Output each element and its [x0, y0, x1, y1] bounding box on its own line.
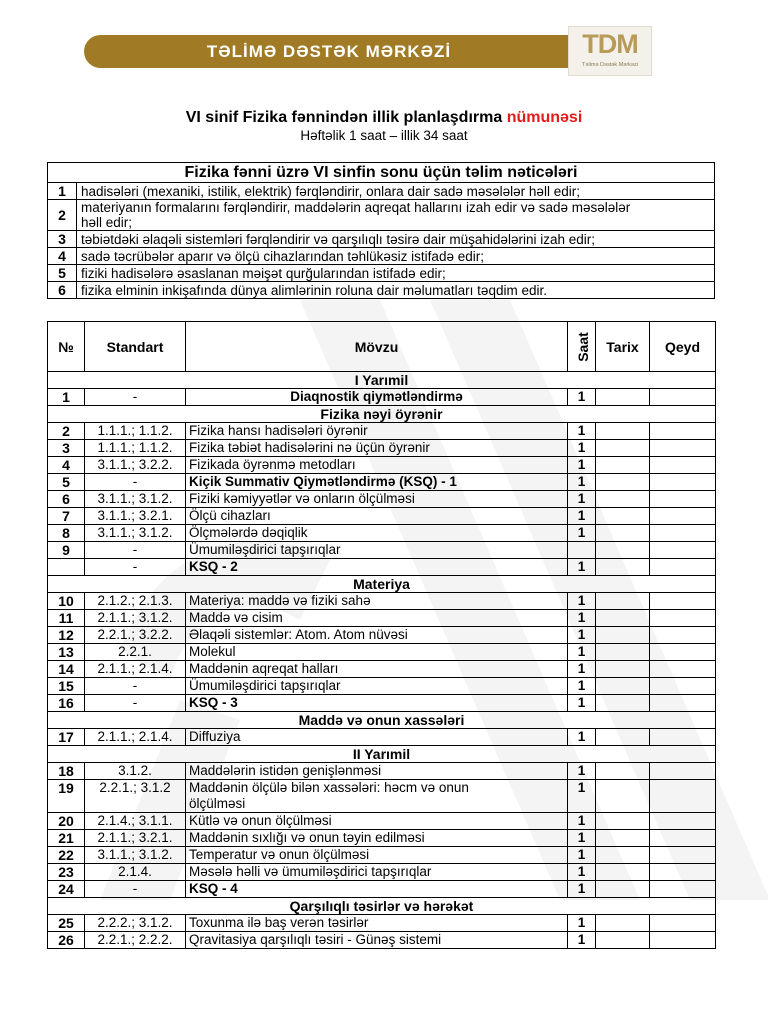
row-date: [596, 525, 650, 542]
row-date: [596, 542, 650, 559]
row-number: 22: [48, 847, 85, 864]
row-number: 5: [48, 474, 85, 491]
row-topic: Diffuziya: [186, 729, 568, 746]
row-topic: Ölçmələrdə dəqiqlik: [186, 525, 568, 542]
row-note: [650, 932, 716, 949]
outcome-text: hadisələri (mexaniki, istilik, elektrik) fərqləndirir, onlara dair sadə məsələlər həll edir;: [77, 183, 715, 200]
table-row: [48, 830, 716, 847]
row-note: [650, 389, 716, 406]
outcome-text: sadə təcrübələr aparır və ölçü cihazlarından təhlükəsiz istifadə edir;: [77, 248, 715, 265]
row-topic: KSQ - 2: [186, 559, 568, 576]
row-note: [650, 559, 716, 576]
row-hours: 1: [568, 508, 596, 525]
row-standard: 2.2.1.; 3.1.2: [85, 780, 186, 813]
row-note: [650, 915, 716, 932]
row-number: 16: [48, 695, 85, 712]
row-topic: Maddənin sıxlığı və onun təyin edilməsi: [186, 830, 568, 847]
row-topic: Fizika təbiət hadisələrini nə üçün öyrənir: [186, 440, 568, 457]
row-date: [596, 559, 650, 576]
row-note: [650, 627, 716, 644]
outcome-number: 1: [48, 183, 77, 200]
row-date: [596, 457, 650, 474]
row-number: 13: [48, 644, 85, 661]
row-number: 9: [48, 542, 85, 559]
row-standard: 3.1.1.; 3.1.2.: [85, 525, 186, 542]
row-standard: 2.2.1.; 3.2.2.: [85, 627, 186, 644]
row-hours: 1: [568, 644, 596, 661]
table-row: [48, 864, 716, 881]
row-hours: 1: [568, 389, 596, 406]
row-hours: 1: [568, 864, 596, 881]
row-standard: 3.1.1.; 3.2.1.: [85, 508, 186, 525]
row-number: 15: [48, 678, 85, 695]
title-main: VI sinif Fizika fənnindən illik planlaşdırma: [185, 109, 507, 126]
row-hours: 1: [568, 559, 596, 576]
row-standard: -: [85, 695, 186, 712]
table-row: [48, 813, 716, 830]
outcome-number: 5: [48, 265, 77, 282]
row-note: [650, 847, 716, 864]
table-row: [48, 457, 716, 474]
row-standard: -: [85, 881, 186, 898]
table-row: [48, 491, 716, 508]
row-number: 12: [48, 627, 85, 644]
table-row: [48, 881, 716, 898]
row-date: [596, 440, 650, 457]
outcome-text: fiziki hadisələrə əsaslanan məişət qurğularından istifadə edir;: [77, 265, 715, 282]
row-standard: -: [85, 474, 186, 491]
row-standard: 2.1.4.: [85, 864, 186, 881]
row-note: [650, 813, 716, 830]
table-row: [48, 847, 716, 864]
row-hours: 1: [568, 627, 596, 644]
row-date: [596, 830, 650, 847]
row-note: [650, 695, 716, 712]
row-date: [596, 508, 650, 525]
row-date: [596, 932, 650, 949]
row-date: [596, 695, 650, 712]
row-standard: 2.2.1.: [85, 644, 186, 661]
table-row: [48, 440, 716, 457]
row-number: 3: [48, 440, 85, 457]
row-date: [596, 423, 650, 440]
row-date: [596, 915, 650, 932]
table-row: [48, 915, 716, 932]
row-number: 20: [48, 813, 85, 830]
row-hours: 1: [568, 932, 596, 949]
row-number: 6: [48, 491, 85, 508]
row-date: [596, 678, 650, 695]
section-row: [48, 576, 716, 593]
row-note: [650, 474, 716, 491]
row-standard: -: [85, 678, 186, 695]
table-row: [48, 593, 716, 610]
logo-mark: TDM: [582, 29, 638, 59]
row-standard: 2.1.4.; 3.1.1.: [85, 813, 186, 830]
outcome-number: 6: [48, 282, 77, 299]
row-topic: Fiziki kəmiyyətlər və onların ölçülməsi: [186, 491, 568, 508]
row-hours: 1: [568, 729, 596, 746]
row-note: [650, 678, 716, 695]
table-row: [48, 932, 716, 949]
section-heading: Fizika nəyi öyrənir: [48, 406, 716, 423]
row-number: 26: [48, 932, 85, 949]
col-header-date: Tarix: [596, 322, 650, 372]
row-number: 10: [48, 593, 85, 610]
outcome-number: 3: [48, 231, 77, 248]
row-note: [650, 644, 716, 661]
col-header-note: Qeyd: [650, 322, 716, 372]
table-row: [48, 678, 716, 695]
row-topic: Maddə və cisim: [186, 610, 568, 627]
row-hours: 1: [568, 915, 596, 932]
row-hours: 1: [568, 440, 596, 457]
row-hours: 1: [568, 423, 596, 440]
col-header-topic: Mövzu: [186, 322, 568, 372]
outcomes-heading-row: [48, 163, 715, 183]
row-hours: 1: [568, 881, 596, 898]
row-standard: 2.2.2.; 3.1.2.: [85, 915, 186, 932]
table-row: [48, 423, 716, 440]
row-date: [596, 847, 650, 864]
semester-heading: II Yarımil: [48, 746, 716, 763]
outcome-text: təbiətdəki əlaqəli sistemləri fərqləndirir və qarşılıqlı təsirə dair müşahidələrini izah edir;: [77, 231, 715, 248]
outcome-text: fizika elminin inkişafında dünya alimlərinin roluna dair məlumatları təqdim edir.: [77, 282, 715, 299]
row-hours: 1: [568, 763, 596, 780]
row-standard: 2.1.1.; 3.2.1.: [85, 830, 186, 847]
row-number: 23: [48, 864, 85, 881]
table-row: [48, 780, 716, 813]
row-number: 24: [48, 881, 85, 898]
outcome-row: [48, 265, 715, 282]
section-heading: Qarşılıqlı təsirlər və hərəkət: [48, 898, 716, 915]
row-date: [596, 610, 650, 627]
row-note: [650, 542, 716, 559]
row-date: [596, 729, 650, 746]
outcome-row: [48, 282, 715, 299]
table-row: [48, 729, 716, 746]
section-heading: Materiya: [48, 576, 716, 593]
outcome-row: [48, 248, 715, 265]
row-hours: 1: [568, 780, 596, 813]
row-standard: 2.1.1.; 2.1.4.: [85, 661, 186, 678]
outcomes-table: [47, 162, 715, 299]
row-note: [650, 780, 716, 813]
row-topic: Kütlə və onun ölçülməsi: [186, 813, 568, 830]
semester-row: [48, 372, 716, 389]
row-topic: Maddələrin istidən genişlənməsi: [186, 763, 568, 780]
section-row: [48, 406, 716, 423]
col-header-no: №: [48, 322, 85, 372]
table-row: [48, 763, 716, 780]
row-date: [596, 593, 650, 610]
row-note: [650, 457, 716, 474]
row-number: 2: [48, 423, 85, 440]
row-note: [650, 440, 716, 457]
row-note: [650, 610, 716, 627]
row-hours: 1: [568, 695, 596, 712]
outcome-text: materiyanın formalarını fərqləndirir, maddələrin aqreqat hallarını izah edir və sadə məsələlər həll edir;: [77, 200, 715, 231]
row-hours: 1: [568, 678, 596, 695]
page-subtitle: Həftəlik 1 saat – illik 34 saat: [300, 128, 468, 143]
semester-heading: I Yarımil: [48, 372, 716, 389]
row-standard: 1.1.1.; 1.1.2.: [85, 423, 186, 440]
section-row: [48, 898, 716, 915]
col-header-hours: [568, 322, 596, 372]
table-row: [48, 508, 716, 525]
table-row: [48, 559, 716, 576]
row-topic: Materiya: maddə və fiziki sahə: [186, 593, 568, 610]
row-topic: Diaqnostik qiymətləndirmə: [186, 389, 568, 406]
row-topic: Ümumiləşdirici tapşırıqlar: [186, 678, 568, 695]
outcomes-heading: Fizika fənni üzrə VI sinfin sonu üçün təlim nəticələri: [48, 163, 715, 183]
row-topic: Ümumiləşdirici tapşırıqlar: [186, 542, 568, 559]
row-standard: 3.1.2.: [85, 763, 186, 780]
row-date: [596, 627, 650, 644]
col-header-standard: Standart: [85, 322, 186, 372]
row-date: [596, 661, 650, 678]
row-hours: [568, 542, 596, 559]
row-hours: 1: [568, 525, 596, 542]
row-standard: -: [85, 542, 186, 559]
row-standard: -: [85, 559, 186, 576]
row-hours: 1: [568, 491, 596, 508]
row-note: [650, 729, 716, 746]
plan-header-row: [48, 322, 716, 372]
table-row: [48, 542, 716, 559]
row-date: [596, 389, 650, 406]
row-date: [596, 813, 650, 830]
row-hours: 1: [568, 830, 596, 847]
logo-subtitle: Təlimə Dəstək Mərkəzi: [582, 62, 638, 68]
row-hours: 1: [568, 610, 596, 627]
outcome-number: 2: [48, 200, 77, 231]
row-note: [650, 525, 716, 542]
row-note: [650, 593, 716, 610]
outcome-number: 4: [48, 248, 77, 265]
row-note: [650, 830, 716, 847]
outcome-row: [48, 231, 715, 248]
row-hours: 1: [568, 813, 596, 830]
row-topic: Məsələ həlli və ümumiləşdirici tapşırıqlar: [186, 864, 568, 881]
row-note: [650, 763, 716, 780]
row-standard: 2.1.2.; 2.1.3.: [85, 593, 186, 610]
row-number: 4: [48, 457, 85, 474]
row-topic: Fizikada öyrənmə metodları: [186, 457, 568, 474]
row-standard: 2.1.1.; 3.1.2.: [85, 610, 186, 627]
row-number: 18: [48, 763, 85, 780]
tdm-logo: [568, 26, 652, 76]
row-standard: 2.1.1.; 2.1.4.: [85, 729, 186, 746]
row-number: 14: [48, 661, 85, 678]
row-number: 19: [48, 780, 85, 813]
row-date: [596, 644, 650, 661]
row-standard: 3.1.1.; 3.1.2.: [85, 491, 186, 508]
row-date: [596, 864, 650, 881]
row-note: [650, 661, 716, 678]
title-highlight: nümunəsi: [506, 109, 583, 126]
semester-row: [48, 746, 716, 763]
row-standard: 1.1.1.; 1.1.2.: [85, 440, 186, 457]
table-row: [48, 695, 716, 712]
row-number: 1: [48, 389, 85, 406]
row-hours: 1: [568, 661, 596, 678]
row-date: [596, 491, 650, 508]
row-number: 25: [48, 915, 85, 932]
row-hours: 1: [568, 847, 596, 864]
page-title: [0, 109, 768, 127]
row-topic: Kiçik Summativ Qiymətləndirmə (KSQ) - 1: [186, 474, 568, 491]
row-topic: KSQ - 3: [186, 695, 568, 712]
table-row: [48, 525, 716, 542]
row-standard: 3.1.1.; 3.2.2.: [85, 457, 186, 474]
row-standard: 3.1.1.; 3.1.2.: [85, 847, 186, 864]
table-row: [48, 389, 716, 406]
row-number: [48, 559, 85, 576]
row-topic: Temperatur və onun ölçülməsi: [186, 847, 568, 864]
table-row: [48, 474, 716, 491]
banner-title: TƏLİMƏ DƏSTƏK MƏRKƏZİ: [206, 42, 452, 61]
row-date: [596, 763, 650, 780]
section-heading: Maddə və onun xassələri: [48, 712, 716, 729]
table-row: [48, 661, 716, 678]
row-topic: KSQ - 4: [186, 881, 568, 898]
row-date: [596, 881, 650, 898]
row-date: [596, 474, 650, 491]
row-topic: Əlaqəli sistemlər: Atom. Atom nüvəsi: [186, 627, 568, 644]
row-topic: Maddənin aqreqat halları: [186, 661, 568, 678]
hours-label: Saat: [574, 331, 591, 362]
row-topic: Molekul: [186, 644, 568, 661]
row-note: [650, 881, 716, 898]
row-number: 11: [48, 610, 85, 627]
plan-table: [47, 321, 716, 949]
row-topic: Toxunma ilə baş verən təsirlər: [186, 915, 568, 932]
row-hours: 1: [568, 457, 596, 474]
row-date: [596, 780, 650, 813]
row-note: [650, 864, 716, 881]
header-banner: [84, 35, 574, 68]
table-row: [48, 610, 716, 627]
row-number: 21: [48, 830, 85, 847]
row-number: 8: [48, 525, 85, 542]
row-topic: Maddənin ölçülə bilən xassələri: həcm və onun ölçülməsi: [186, 780, 568, 813]
row-number: 7: [48, 508, 85, 525]
row-hours: 1: [568, 593, 596, 610]
row-topic: Ölçü cihazları: [186, 508, 568, 525]
outcome-row: [48, 183, 715, 200]
row-hours: 1: [568, 474, 596, 491]
row-standard: 2.2.1.; 2.2.2.: [85, 932, 186, 949]
row-note: [650, 491, 716, 508]
row-note: [650, 423, 716, 440]
row-topic: Fizika hansı hadisələri öyrənir: [186, 423, 568, 440]
outcome-row: [48, 200, 715, 231]
row-standard: -: [85, 389, 186, 406]
table-row: [48, 627, 716, 644]
row-topic: Qravitasiya qarşılıqlı təsiri - Günəş sistemi: [186, 932, 568, 949]
section-row: [48, 712, 716, 729]
row-number: 17: [48, 729, 85, 746]
row-note: [650, 508, 716, 525]
table-row: [48, 644, 716, 661]
